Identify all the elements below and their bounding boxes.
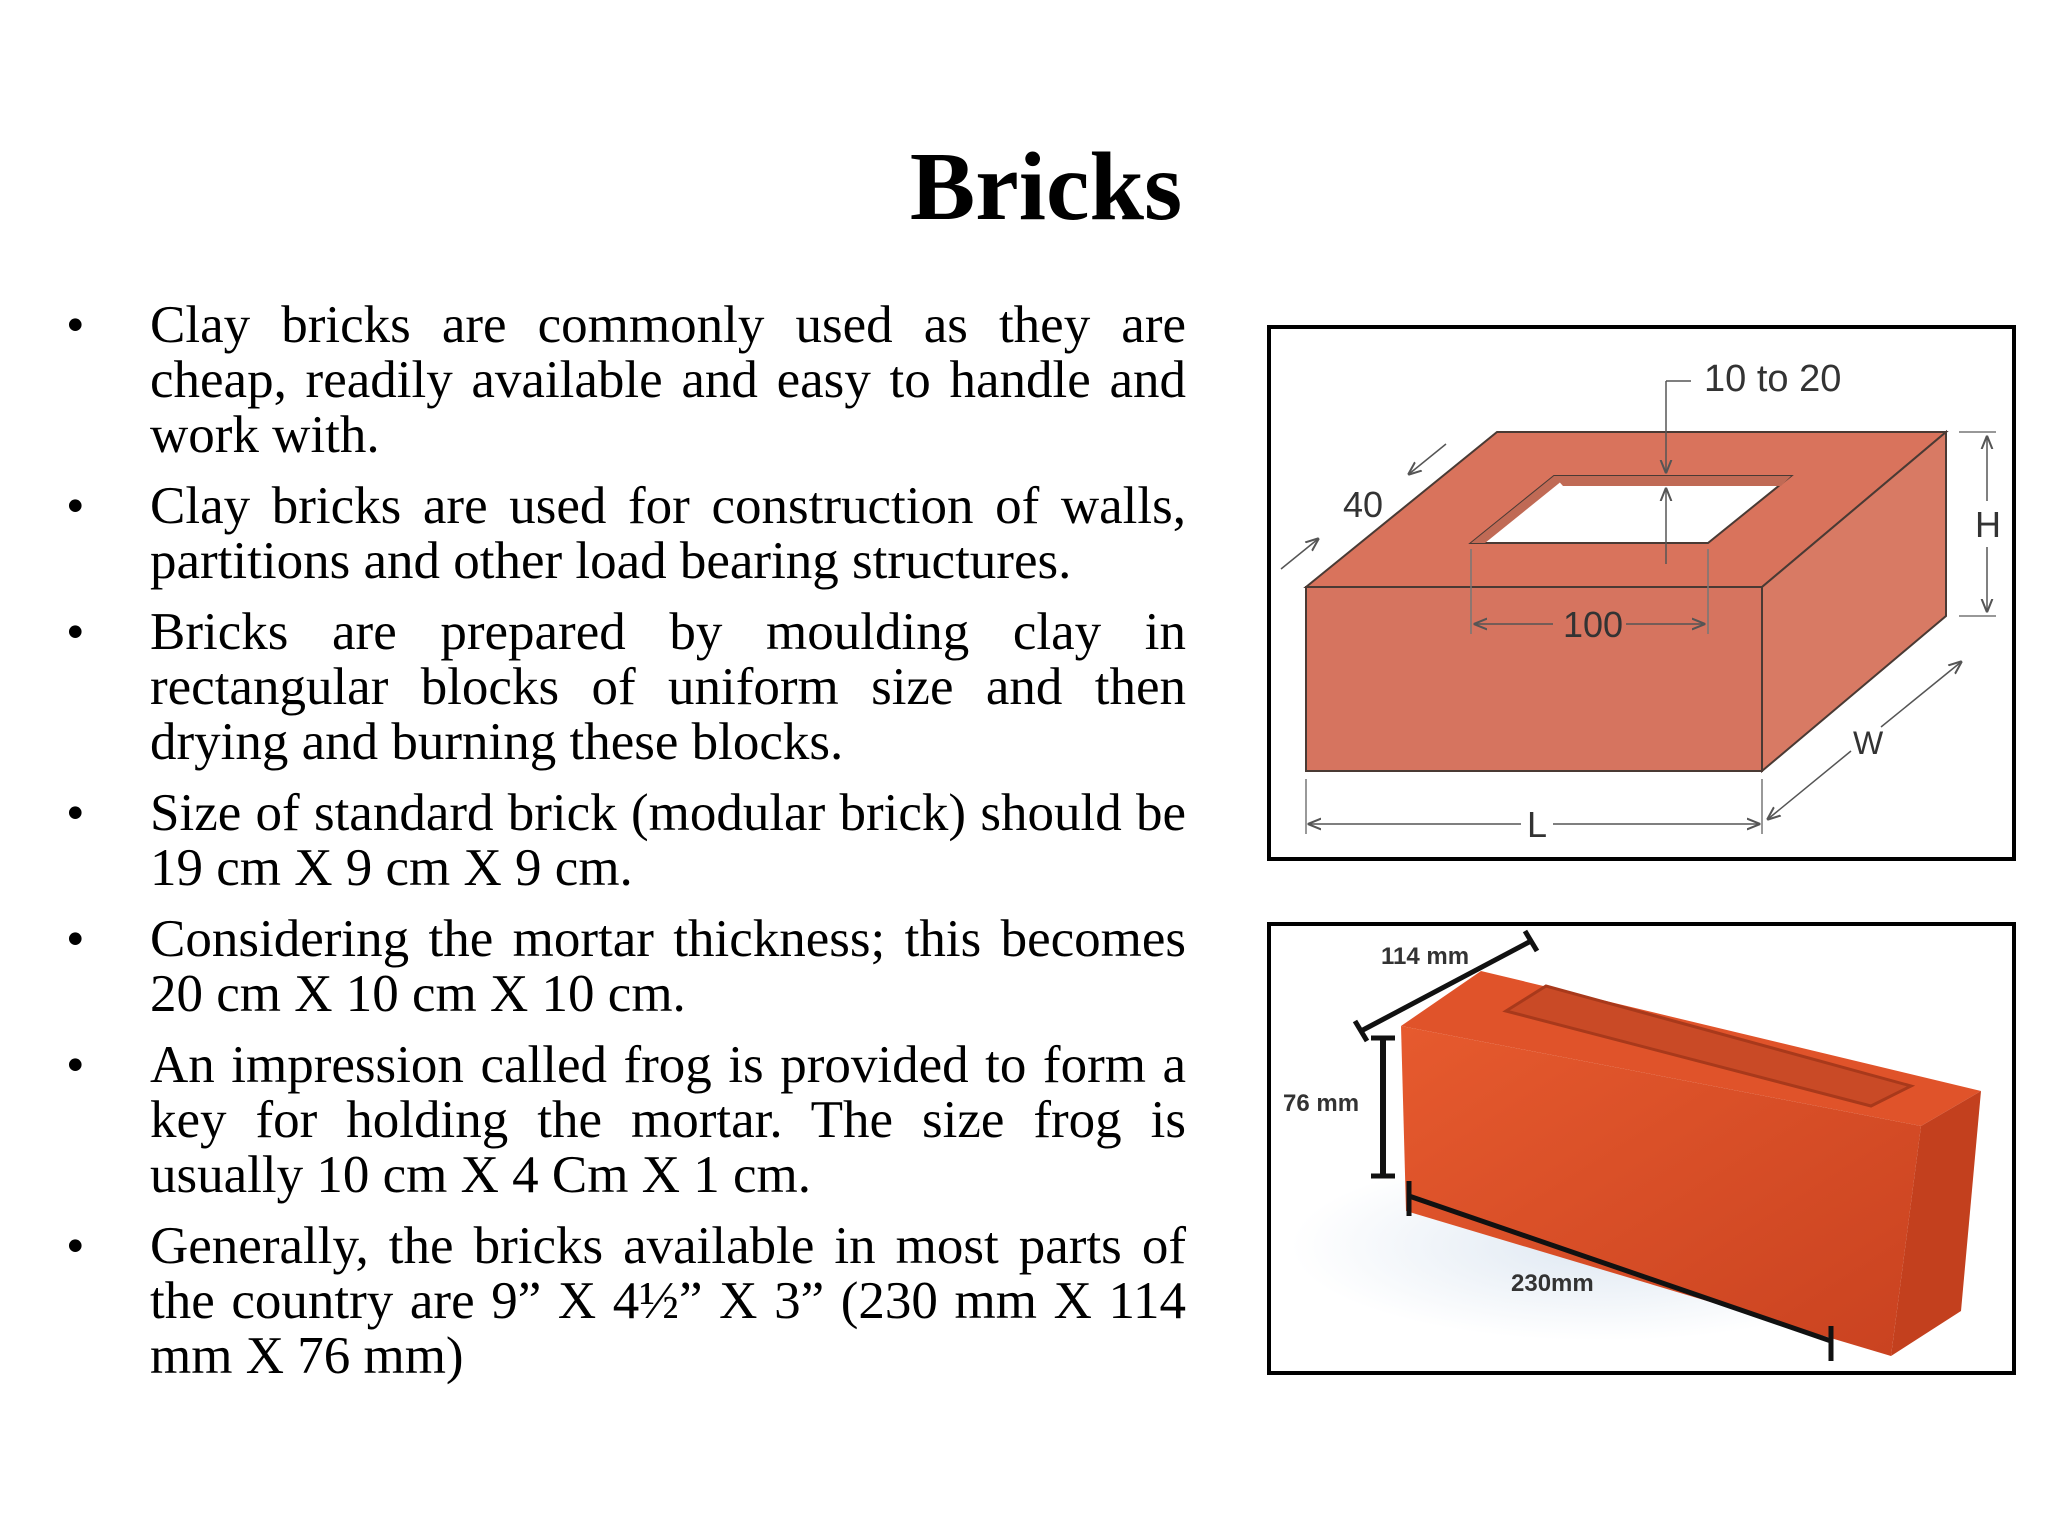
bullet-marker: •: [66, 784, 85, 842]
bullet-item: [66, 912, 1186, 1022]
brick-photo: [1267, 922, 2016, 1375]
height-label: H: [1975, 504, 2001, 545]
brick-dimension-diagram: [1267, 325, 2016, 861]
photo-height-label: 76 mm: [1283, 1090, 1360, 1117]
bullet-item: [66, 298, 1186, 463]
bullet-text: Bricks are prepared by moulding clay in rectangular blocks of uniform size and then drying and burning these blocks.: [150, 603, 1186, 771]
bullet-item: [66, 786, 1186, 896]
brick-front-face: [1306, 587, 1762, 771]
bullet-marker: •: [66, 477, 85, 535]
brick-diagram-drawing: [1271, 329, 2012, 857]
bullet-text: Generally, the bricks available in most parts of the country are 9” X 4½” X 3” (230 mm X 114 mm X 76 mm): [150, 1217, 1186, 1385]
frog-depth-label: 10 to 20: [1704, 358, 1842, 400]
bullet-text: Size of standard brick (modular brick) should be 19 cm X 9 cm X 9 cm.: [150, 784, 1186, 897]
brick-photo-drawing: [1271, 926, 2012, 1371]
photo-length-label: 230mm: [1511, 1270, 1594, 1297]
bullet-item: [66, 479, 1186, 589]
width-label: W: [1853, 725, 1884, 761]
bullet-marker: •: [66, 603, 85, 661]
bullet-text: Clay bricks are commonly used as they are cheap, readily available and easy to handle and work with.: [150, 296, 1186, 464]
bullet-item: [66, 1219, 1186, 1384]
bullet-text: An impression called frog is provided to form a key for holding the mortar. The size frog is usually 10 cm X 4 Cm X 1 cm.: [150, 1036, 1186, 1204]
bullet-marker: •: [66, 1036, 85, 1094]
bullet-marker: •: [66, 296, 85, 354]
slide-title: Bricks: [909, 133, 1183, 241]
bullet-list: [66, 298, 1186, 1400]
photo-width-label: 114 mm: [1381, 943, 1470, 970]
bullet-marker: •: [66, 910, 85, 968]
length-label: L: [1527, 804, 1548, 845]
bullet-item: [66, 1038, 1186, 1203]
bullet-marker: •: [66, 1217, 85, 1275]
bullet-text: Considering the mortar thickness; this becomes 20 cm X 10 cm X 10 cm.: [150, 910, 1186, 1023]
frog-length-label: 100: [1563, 604, 1624, 645]
bullet-text: Clay bricks are used for construction of walls, partitions and other load bearing structures.: [150, 477, 1186, 590]
bullet-item: [66, 605, 1186, 770]
frog-width-label: 40: [1343, 484, 1384, 525]
